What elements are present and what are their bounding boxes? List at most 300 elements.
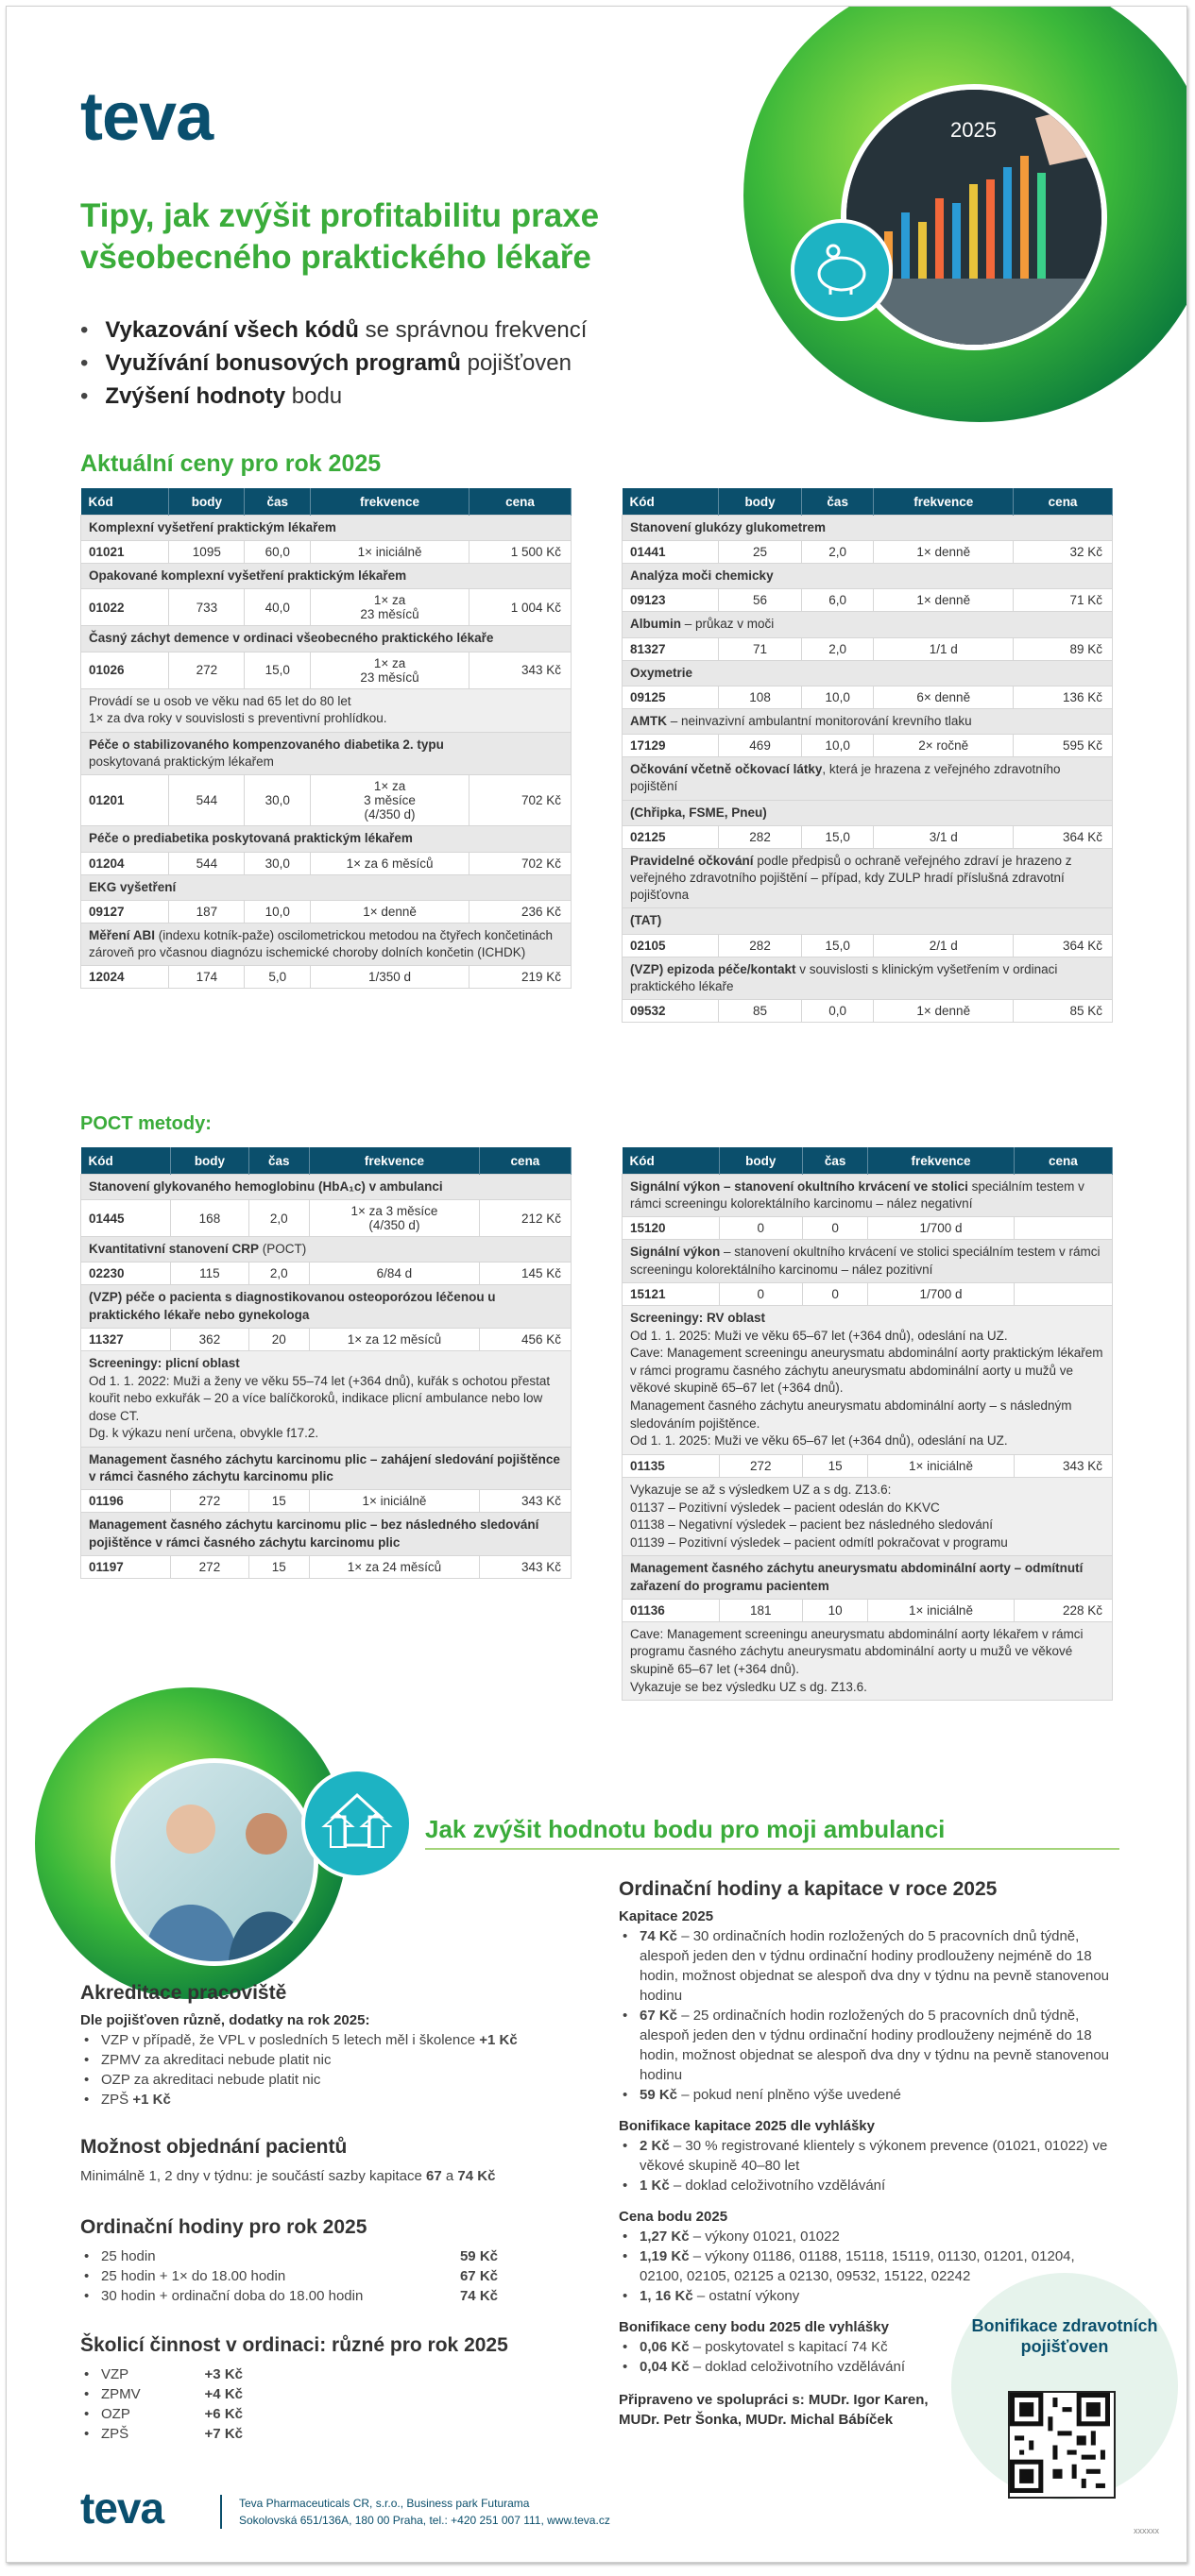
table-row (623, 637, 1113, 660)
list-item: • OZP za akreditaci nebude platit nic (80, 2070, 572, 2090)
section-label (623, 660, 1113, 686)
table-header (623, 1147, 1113, 1175)
section-row (623, 757, 1113, 800)
section-label-bold: Pravidelné očkování (630, 853, 754, 868)
table-body (623, 516, 1113, 1023)
table-cell: 343 Kč (1014, 1454, 1112, 1477)
table-cell: 272 (169, 652, 245, 688)
footer-line2[interactable]: Sokolovská 651/136A, 180 00 Praha, tel.: +420 251 007 111, www.teva.cz (239, 2514, 610, 2527)
table-cell: 181 (719, 1599, 802, 1621)
table-cell: 1× za 12 měsíců (309, 1328, 479, 1350)
section-label (81, 1175, 572, 1200)
accreditation-block (80, 2010, 572, 2110)
section-row (81, 732, 572, 774)
header-row (81, 1147, 572, 1175)
section-label (81, 923, 572, 965)
section-label-bold: Měření ABI (89, 927, 156, 942)
table-cell: 212 Kč (479, 1200, 571, 1237)
column-header: čas (245, 488, 311, 516)
section-label-rest: – stanovení okultního krvácení ve stolici speciálním testem v rámci screeningu kolorektálního karcinomu – nález pozitivní (630, 1245, 1101, 1277)
qr-code-pattern (1010, 2393, 1110, 2493)
section-label (623, 1556, 1113, 1599)
section-label-bold: Management časného záchytu karcinomu plic – bez následného sledování pojištěnce v rámci časného záchytu karcinomu plic (89, 1517, 539, 1550)
table-cell: 136 Kč (1014, 686, 1113, 708)
table-cell: 1/1 d (874, 637, 1014, 660)
column-header: Kód (623, 488, 719, 516)
code-cell: 01445 (81, 1200, 171, 1237)
column-header: frekvence (874, 488, 1014, 516)
table-cell: 0,0 (802, 1000, 874, 1023)
table-cell: 2,0 (802, 637, 874, 660)
column-header: body (719, 488, 802, 516)
table-cell: 282 (719, 825, 802, 848)
section-label-bold: Management časného záchytu aneurysmatu abdominální aorty – odmítnutí zařazení do programu pacientem (630, 1561, 1084, 1593)
section-label (81, 1237, 572, 1263)
section-label-rest: Vykazuje se až s výsledkem UZ a s dg. Z13.6: 01137 – Pozitivní výsledek – pacient odeslán do KKVC 01138 – Negativní výsledek – pacient bez následného sledování 01139 – Pozitivní výsledek – pacient odmítl pokračovat v programu (630, 1482, 1008, 1550)
code-cell: 02105 (623, 934, 719, 957)
code-cell: 17129 (623, 735, 719, 757)
table-row (81, 1555, 572, 1578)
section-row (623, 957, 1113, 999)
table-cell: 1/700 d (868, 1217, 1014, 1240)
list-item: • 0,04 Kč – doklad celoživotního vzdělávání (619, 2357, 959, 2377)
code-cell: 01026 (81, 652, 169, 688)
poct-table-left (80, 1147, 572, 1579)
column-header: cena (1014, 1147, 1112, 1175)
poct-table-right (622, 1147, 1113, 1701)
section-label-bold: Péče o stabilizovaného kompenzovaného diabetika 2. typu (89, 737, 444, 752)
table-cell: 456 Kč (479, 1328, 571, 1350)
section-label (623, 564, 1113, 589)
section-row (81, 1175, 572, 1200)
table-body (81, 1175, 572, 1579)
table-cell: 469 (719, 735, 802, 757)
column-header: body (171, 1147, 248, 1175)
piggy-bank-icon (794, 223, 889, 317)
code-cell: 01021 (81, 541, 169, 564)
section-label-rest: poskytovaná praktickým lékařem (89, 754, 274, 770)
hours-title: Ordinační hodiny pro rok 2025 (80, 2216, 367, 2238)
section-label-bold: Screeningy: plicní oblast (89, 1355, 240, 1370)
table-cell: 2× ročně (874, 735, 1014, 757)
section-label-bold: AMTK (630, 713, 667, 728)
table-cell: 1× za 24 měsíců (309, 1555, 479, 1578)
arrows-badge (301, 1768, 413, 1879)
table-cell: 702 Kč (469, 852, 571, 874)
table-cell: 85 Kč (1014, 1000, 1113, 1023)
qr-title: Bonifikace zdravotních pojišťoven (971, 2316, 1158, 2356)
intro-bullet: • Zvýšení hodnoty bodu (80, 380, 587, 413)
divider (425, 1848, 1119, 1850)
section-label (81, 826, 572, 852)
section-label-bold: (Chřipka, FSME, Pneu) (630, 805, 767, 820)
note-row (623, 1621, 1113, 1701)
section-label-bold: Časný záchyt demence v ordinaci všeobecného praktického lékaře (89, 631, 494, 646)
note-row (81, 1350, 572, 1447)
column-header: cena (479, 1147, 571, 1175)
code-cell: 01022 (81, 589, 169, 626)
table-row (81, 589, 572, 626)
section-label (623, 612, 1113, 637)
section-label-bold: EKG vyšetření (89, 879, 177, 894)
table-cell: 1 004 Kč (469, 589, 571, 626)
table-cell: 595 Kč (1014, 735, 1113, 757)
section-label (81, 626, 572, 652)
table-row (81, 541, 572, 564)
table-cell: 364 Kč (1014, 934, 1113, 957)
table-cell: 0 (719, 1217, 802, 1240)
code-cell: 01136 (623, 1599, 720, 1621)
section-label-bold: Opakované komplexní vyšetření praktickým lékařem (89, 568, 407, 584)
header-row (623, 488, 1113, 516)
table-cell: 2,0 (248, 1200, 309, 1237)
prices-heading: Aktuální ceny pro rok 2025 (80, 450, 382, 477)
table-row (623, 1217, 1113, 1240)
table-cell: 3/1 d (874, 825, 1014, 848)
table-cell: 236 Kč (469, 900, 571, 923)
table-cell: 1× za 3 měsíce (4/350 d) (309, 1200, 479, 1237)
list-item: • VZP v případě, že VPL v posledních 5 letech měl i školence +1 Kč (80, 2030, 572, 2050)
doctor-patient-photo (111, 1758, 318, 1966)
section-row (623, 800, 1113, 825)
table-cell: 15,0 (802, 934, 874, 957)
code-cell: 15121 (623, 1282, 720, 1305)
table-cell: 1× za 23 měsíců (311, 652, 469, 688)
list-item: • OZP +6 Kč (80, 2404, 243, 2424)
table-row (81, 1263, 572, 1285)
table-header (81, 1147, 572, 1175)
column-header: Kód (81, 1147, 171, 1175)
table-row (81, 1200, 572, 1237)
section-row (81, 923, 572, 965)
section-label-bold: Management časného záchytu karcinomu plic – zahájení sledování pojištěnce v rámci časného záchytu karcinomu plic (89, 1452, 560, 1484)
value-heading: Jak zvýšit hodnotu bodu pro moji ambulanci (425, 1815, 946, 1843)
table-cell: 71 Kč (1014, 589, 1113, 612)
table-cell: 20 (248, 1328, 309, 1350)
table-cell: 10,0 (802, 686, 874, 708)
capitation-title: Ordinační hodiny a kapitace v roce 2025 (619, 1878, 998, 1900)
table-cell: 145 Kč (479, 1263, 571, 1285)
code-cell: 09127 (81, 900, 169, 923)
table-cell: 1× denně (874, 589, 1014, 612)
table-cell: 1× za 6 měsíců (311, 852, 469, 874)
section-label-bold: Albumin (630, 617, 681, 632)
table-cell: 25 (719, 541, 802, 564)
list-item: • ZPMV +4 Kč (80, 2384, 243, 2404)
section-row (623, 564, 1113, 589)
note-text (623, 1477, 1113, 1556)
table-cell: 2/1 d (874, 934, 1014, 957)
column-header: frekvence (311, 488, 469, 516)
table-cell: 1× za 23 měsíců (311, 589, 469, 626)
intro-bullets (80, 314, 587, 413)
table-cell: 364 Kč (1014, 825, 1113, 848)
section-label-rest: Od 1. 1. 2022: Muži a ženy ve věku 55–74 let (+364 dnů), kuřák s ochotou přestat kouřit nebo exkuřák – 20 a více balíčkoroků, indikace plicní ambulance nebo low dose CT. Dg. k výkazu není určena, obvykle f17.2. (89, 1373, 551, 1441)
note-row (623, 1305, 1113, 1454)
code-cell: 01197 (81, 1555, 171, 1578)
table-cell: 1095 (169, 541, 245, 564)
section-label-bold: (TAT) (630, 913, 662, 928)
note-text (623, 1305, 1113, 1454)
section-label (81, 732, 572, 774)
section-label (623, 957, 1113, 999)
section-row (81, 874, 572, 900)
section-label-bold: Screeningy: RV oblast (630, 1310, 766, 1325)
code-cell: 02230 (81, 1263, 171, 1285)
table-cell: 60,0 (245, 541, 311, 564)
table-row (623, 735, 1113, 757)
table-cell: 2,0 (802, 541, 874, 564)
qr-code[interactable] (1008, 2391, 1116, 2499)
capitation-sub: Kapitace 2025 (619, 1908, 714, 1924)
table-body (623, 1175, 1113, 1701)
section-label-bold: Oxymetrie (630, 665, 693, 680)
column-header: cena (469, 488, 571, 516)
code-cell: 09125 (623, 686, 719, 708)
section-label (623, 848, 1113, 908)
prices-table-left (80, 488, 572, 989)
section-row (81, 1448, 572, 1490)
table-cell: 115 (171, 1263, 248, 1285)
table-cell (1014, 1217, 1112, 1240)
section-label-rest: , která je hrazena z veřejného zdravotního pojištění (630, 762, 1061, 794)
column-header: čas (802, 488, 874, 516)
table-cell: 6,0 (802, 589, 874, 612)
credits: Připraveno ve spolupráci s: MUDr. Igor Karen, MUDr. Petr Šonka, MUDr. Michal Bábíček (619, 2392, 929, 2428)
table-row (623, 541, 1113, 564)
table-cell: 219 Kč (469, 966, 571, 989)
doctor-patient-illustration (115, 1763, 314, 1961)
table-cell: 32 Kč (1014, 541, 1113, 564)
section-label-bold: Signální výkon (630, 1245, 721, 1260)
section-label-bold: Péče o prediabetika poskytovaná praktickým lékařem (89, 831, 413, 846)
section-label-bold: Očkování včetně očkovací látky (630, 762, 823, 777)
code-cell: 12024 (81, 966, 169, 989)
table-cell: 282 (719, 934, 802, 957)
section-label (81, 1448, 572, 1490)
section-row (623, 848, 1113, 908)
table-cell: 168 (171, 1200, 248, 1237)
table-cell: 1/700 d (868, 1282, 1014, 1305)
table-body (81, 516, 572, 989)
capitation-bonus-sub: Bonifikace kapitace 2025 dle vyhlášky (619, 2118, 875, 2134)
table-cell: 1 500 Kč (469, 541, 571, 564)
list-item: • 59 Kč – pokud není plněno výše uvedené (619, 2085, 1119, 2105)
piggy-bank-badge (791, 219, 893, 321)
section-row (81, 1285, 572, 1328)
table-row (623, 1282, 1113, 1305)
section-row (623, 1175, 1113, 1217)
note-text (623, 1621, 1113, 1701)
table-cell: 187 (169, 900, 245, 923)
list-item: • 74 Kč – 30 ordinačních hodin rozložených do 5 pracovních dnů týdně, alespoň jeden den v týdnu ordinační hodiny prodlouženy nejméně do 18 hodin, možnost objednat se alespoň dva dny v týdnu na pevně stanovenou hodinu (619, 1926, 1119, 2006)
footer-divider (220, 2495, 222, 2529)
section-row (623, 708, 1113, 734)
section-label (623, 1175, 1113, 1217)
code-cell: 02125 (623, 825, 719, 848)
table-cell: 15 (248, 1555, 309, 1578)
intro-bullet: • Vykazování všech kódů se správnou frekvencí (80, 314, 587, 347)
table-row (623, 1454, 1113, 1477)
section-row (623, 908, 1113, 934)
table-cell: 40,0 (245, 589, 311, 626)
hero-year-label: 2025 (950, 118, 997, 142)
section-label (81, 874, 572, 900)
note-text (81, 688, 572, 732)
column-header: Kód (623, 1147, 720, 1175)
table-cell: 272 (719, 1454, 802, 1477)
section-label-bold: (VZP) péče o pacienta s diagnostikovanou osteoporózou léčenou u praktického lékaře nebo gynekologa (89, 1290, 496, 1322)
table-cell: 5,0 (245, 966, 311, 989)
table-cell: 1× iniciálně (868, 1454, 1014, 1477)
section-label (623, 800, 1113, 825)
section-row (81, 826, 572, 852)
table-cell: 544 (169, 775, 245, 826)
table-cell: 30,0 (245, 852, 311, 874)
table-row (81, 852, 572, 874)
table-cell: 10 (802, 1599, 867, 1621)
table-cell: 15 (248, 1490, 309, 1513)
header-row (623, 1147, 1113, 1175)
table-cell: 272 (171, 1490, 248, 1513)
section-label-bold: Stanovení glukózy glukometrem (630, 520, 827, 534)
table-cell: 10,0 (245, 900, 311, 923)
code-cell: 01201 (81, 775, 169, 826)
section-row (81, 516, 572, 541)
footer-code: xxxxxx (1134, 2526, 1159, 2535)
column-header: frekvence (868, 1147, 1014, 1175)
section-label (623, 908, 1113, 934)
section-row (623, 660, 1113, 686)
list-item: • 1 Kč – doklad celoživotního vzdělávání (619, 2176, 1119, 2195)
table-cell: 1× iniciálně (868, 1599, 1014, 1621)
list-item: • ZPŠ +7 Kč (80, 2424, 243, 2444)
table-cell: 702 Kč (469, 775, 571, 826)
section-label (81, 516, 572, 541)
list-item: • 1,27 Kč – výkony 01021, 01022 (619, 2227, 1119, 2246)
list-item: • 67 Kč – 25 ordinačních hodin rozložených do 5 pracovních dnů týdně, alespoň jeden den v týdnu ordinační hodiny prodlouženy nejméně do 18 hodin, možnost objednat se alespoň dva dny v týdnu na pevně stanovenou hodinu (619, 2006, 1119, 2085)
table-cell: 343 Kč (469, 652, 571, 688)
list-item: • 0,06 Kč – poskytovatel s kapitací 74 Kč (619, 2337, 959, 2357)
footer-address (239, 2495, 610, 2529)
table-cell: 15 (802, 1454, 867, 1477)
section-row (81, 1513, 572, 1555)
column-header: čas (248, 1147, 309, 1175)
table-cell: 343 Kč (479, 1490, 571, 1513)
section-label (623, 708, 1113, 734)
table-cell: 0 (719, 1282, 802, 1305)
list-item: • 25 hodin 59 Kč (80, 2246, 498, 2266)
table-cell: 15,0 (802, 825, 874, 848)
section-label-rest: podle předpisů o ochraně veřejného zdraví je hrazeno z veřejného zdravotního pojištění – případ, kdy ZULP hradí příslušná zdravotní pojišťovna (630, 853, 1072, 903)
section-label-rest: speciálním testem v rámci screeningu kolorektálního karcinomu – nález negativní (630, 1179, 1084, 1212)
table-row (623, 1599, 1113, 1621)
table-cell: 1× iniciálně (309, 1490, 479, 1513)
hours-list (80, 2246, 498, 2306)
code-cell: 01204 (81, 852, 169, 874)
section-label-rest: (indexu kotník-paže) oscilometrickou metodou na čtyřech končetinách zároveň pro včasnou diagnózu ischemické choroby dolních končetin (ICHDK) (89, 927, 553, 959)
code-cell: 11327 (81, 1328, 171, 1350)
table-cell: 1/350 d (311, 966, 469, 989)
price-table (80, 488, 572, 989)
table-cell: 733 (169, 589, 245, 626)
table-cell: 56 (719, 589, 802, 612)
section-row (81, 1237, 572, 1263)
list-item: • ZPŠ +1 Kč (80, 2090, 572, 2110)
table-row (623, 589, 1113, 612)
code-cell: 01135 (623, 1454, 720, 1477)
table-cell: 15,0 (245, 652, 311, 688)
table-cell: 272 (171, 1555, 248, 1578)
point-bonus-sub: Bonifikace ceny bodu 2025 dle vyhlášky (619, 2319, 889, 2335)
header-row (81, 488, 572, 516)
table-cell: 1× denně (874, 541, 1014, 564)
ordering-title: Možnost objednání pacientů (80, 2136, 348, 2158)
price-table (622, 488, 1113, 1023)
table-cell: 544 (169, 852, 245, 874)
section-label-rest: (POCT) (259, 1242, 307, 1257)
section-label (623, 516, 1113, 541)
section-label (81, 1513, 572, 1555)
table-row (623, 686, 1113, 708)
section-label-bold: (VZP) epizoda péče/kontakt (630, 961, 796, 976)
code-cell: 81327 (623, 637, 719, 660)
list-item: • VZP +3 Kč (80, 2364, 243, 2384)
table-cell: 343 Kč (479, 1555, 571, 1578)
column-header: body (169, 488, 245, 516)
intro-bullet: • Využívání bonusových programů pojišťoven (80, 347, 587, 380)
footer-teva-logo[interactable]: teva (80, 2483, 164, 2533)
teva-logo[interactable]: teva (80, 79, 213, 155)
poct-table (622, 1147, 1113, 1701)
ordering-text: Minimálně 1, 2 dny v týdnu: je součástí sazby kapitace 67 a 74 Kč (80, 2168, 496, 2184)
table-header (81, 488, 572, 516)
poct-table (80, 1147, 572, 1579)
section-row (623, 516, 1113, 541)
table-row (81, 900, 572, 923)
table-cell: 108 (719, 686, 802, 708)
table-row (623, 1000, 1113, 1023)
poct-heading: POCT metody: (80, 1113, 212, 1134)
training-list (80, 2364, 243, 2444)
section-label-bold: Analýza moči chemicky (630, 568, 774, 584)
list-item: • 25 hodin + 1× do 18.00 hodin 67 Kč (80, 2266, 498, 2286)
table-cell: 1× iniciálně (311, 541, 469, 564)
table-cell: 228 Kč (1014, 1599, 1112, 1621)
table-cell: 1× za 3 měsíce (4/350 d) (311, 775, 469, 826)
note-text (81, 1350, 572, 1447)
note-row (623, 1477, 1113, 1556)
code-cell: 01441 (623, 541, 719, 564)
table-cell: 89 Kč (1014, 637, 1113, 660)
code-cell: 09532 (623, 1000, 719, 1023)
section-label-rest: v souvislosti s klinickým vyšetřením v ordinaci praktického lékaře (630, 961, 1058, 993)
table-cell: 0 (802, 1217, 867, 1240)
table-cell: 30,0 (245, 775, 311, 826)
code-cell: 15120 (623, 1217, 720, 1240)
section-label-bold: Komplexní vyšetření praktickým lékařem (89, 520, 336, 534)
section-row (623, 1240, 1113, 1282)
hero-title: Tipy, jak zvýšit profitabilitu praxe všeobecného praktického lékaře (80, 197, 600, 276)
section-row (81, 564, 572, 589)
upward-arrows-icon (305, 1771, 409, 1875)
section-label-bold: Kvantitativní stanovení CRP (89, 1242, 260, 1257)
table-row (81, 652, 572, 688)
table-cell: 10,0 (802, 735, 874, 757)
section-label-bold: Signální výkon – stanovení okultního krvácení ve stolici (630, 1179, 968, 1194)
training-title: Školicí činnost v ordinaci: různé pro rok 2025 (80, 2334, 508, 2356)
column-header: body (719, 1147, 802, 1175)
